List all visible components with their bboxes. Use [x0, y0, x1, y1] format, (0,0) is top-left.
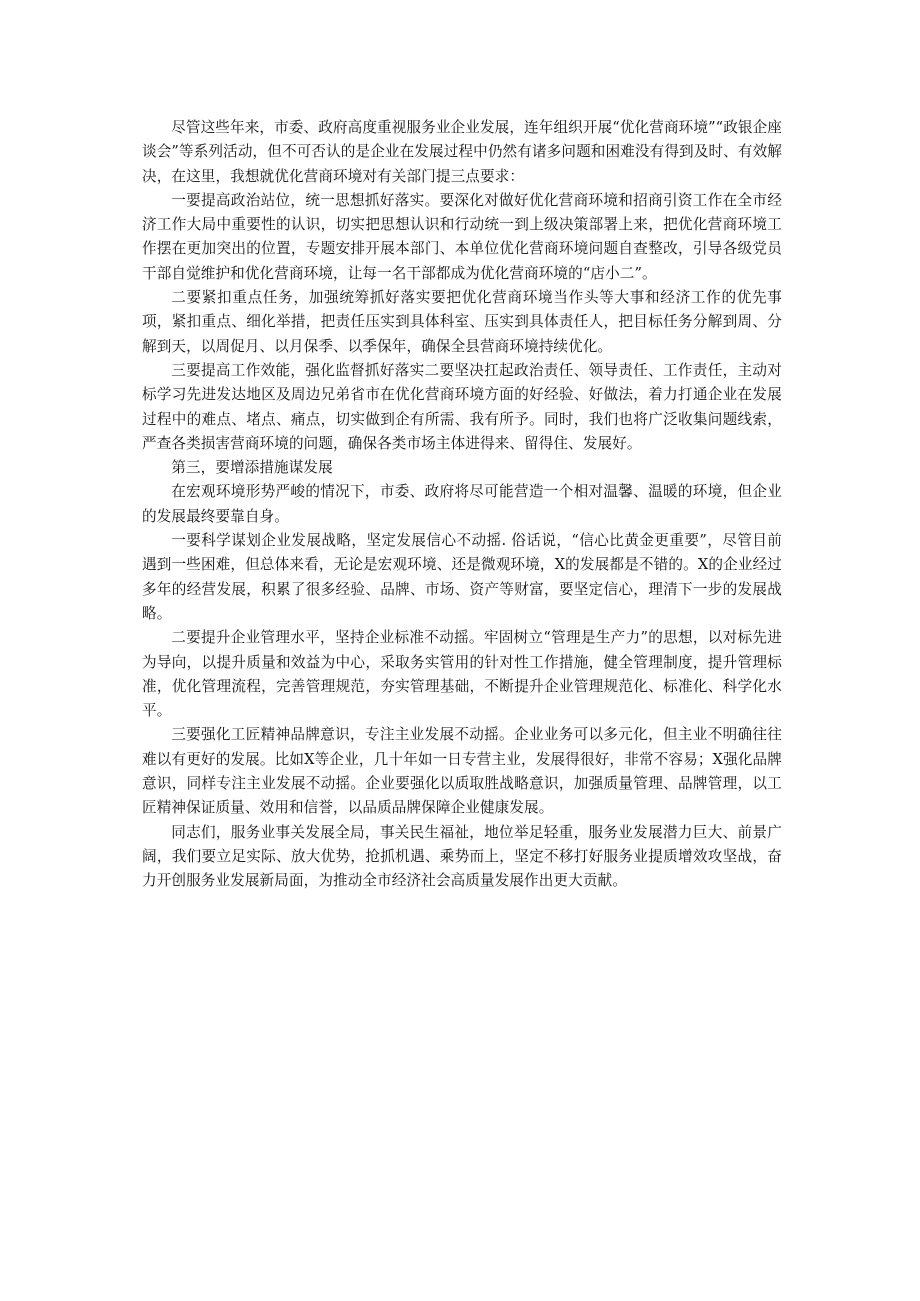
paragraph-craftsmanship: 三要强化工匠精神品牌意识，专注主业发展不动摇。企业业务可以多元化，但主业不明确往往难以有更好的发展。比如X等企业，几十年如一日专营主业，发展得很好，非常不容易；X强化品牌意识，同样专注主业发展不动摇。企业要强化以质取胜战略意识，加强质量管理、品牌管理，以工匠精神保证质量、效用和信誉，以品质品牌保障企业健康发展。 — [142, 726, 782, 817]
section-heading-third: 第三，要增添措施谋发展 — [171, 459, 333, 477]
paragraph-strategy: 一要科学谋划企业发展战略，坚定发展信心不动摇. 俗话说，“信心比黄金更重要”，尽管目前遇到一些困难，但总体来看，无论是宏观环境、还是微观环境，X的发展都是不错的。X的企业经过多年的经营发展，积累了很多经验、品牌、市场、资产等财富，要坚定信心，理清下一步的发展战略。 — [142, 532, 782, 622]
paragraph-requirement-1: 一要提高政治站位，统一思想抓好落实。要深化对做好优化营商环境和招商引资工作在全市经济工作大局中重要性的认识，切实把思想认识和行动统一到上级决策部署上来，把优化营商环境工作摆在更加突出的位置，专题安排开展本部门、本单位优化营商环境问题自查整改，引导各级党员干部自觉维护和优化营商环境，让每一名干部都成为优化营商环境的“店小二”。 — [142, 191, 782, 282]
paragraph-requirement-3: 三要提高工作效能，强化监督抓好落实二要坚决扛起政治责任、领导责任、工作责任，主动对标学习先进发达地区及周边兄弟省市在优化营商环境方面的好经验、好做法，着力打通企业在发展过程中的难点、堵点、痛点，切实做到企有所需、我有所予。同时，我们也将广泛收集问题线索，严查各类损害营商环境的问题，确保各类市场主体进得来、留得住、发展好。 — [142, 361, 782, 452]
paragraph-management: 二要提升企业管理水平，坚持企业标准不动摇。牢固树立“管理是生产力”的思想，以对标先进为导向，以提升质量和效益为中心，采取务实管用的针对性工作措施，健全管理制度，提升管理标准，优化管理流程，完善管理规范，夯实管理基础，不断提升企业管理规范化、标准化、科学化水平。 — [142, 629, 782, 720]
paragraph-macro-environment: 在宏观环境形势严峻的情况下，市委、政府将尽可能营造一个相对温馨、温暖的环境，但企业的发展最终要靠自身。 — [142, 483, 782, 525]
paragraph-intro: 尽管这些年来，市委、政府高度重视服务业企业发展，连年组织开展“优化营商环境”“政银企座谈会”等系列活动，但不可否认的是企业在发展过程中仍然有诸多问题和困难没有得到及时、有效解决，在这里，我想就优化营商环境对有关部门提三点要求： — [142, 119, 782, 185]
paragraph-closing: 同志们，服务业事关发展全局，事关民生福祉，地位举足轻重，服务业发展潜力巨大、前景广阔，我们要立足实际、放大优势，抢抓机遇、乘势而上，坚定不移打好服务业提质增效攻坚战，奋力开创服务业发展新局面，为推动全市经济社会高质量发展作出更大贡献。 — [142, 823, 782, 890]
paragraph-requirement-2: 二要紧扣重点任务，加强统筹抓好落实要把优化营商环境当作头等大事和经济工作的优先事项，紧扣重点、细化举措，把责任压实到具体科室、压实到具体责任人，把目标任务分解到周、分解到天，以周促月、以月保季、以季保年，确保全县营商环境持续优化。 — [142, 289, 782, 355]
document-body — [142, 116, 782, 894]
